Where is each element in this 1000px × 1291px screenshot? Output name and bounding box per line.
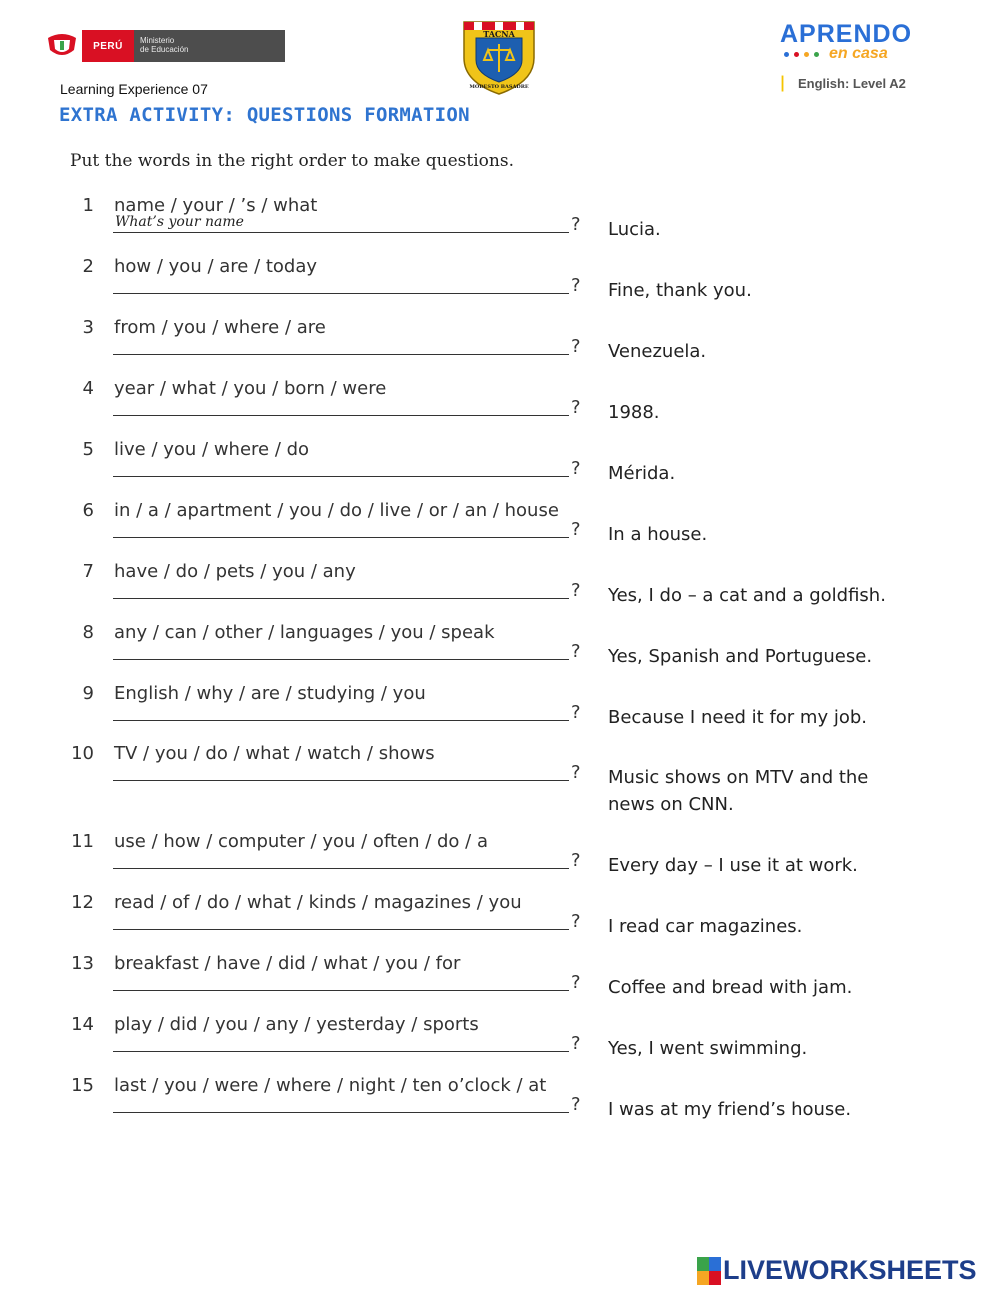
answer-line[interactable] — [113, 598, 569, 599]
activity-title: EXTRA ACTIVITY: QUESTIONS FORMATION — [59, 104, 470, 126]
school-shield-logo — [460, 16, 538, 96]
item-number: 11 — [71, 831, 94, 852]
answer-line[interactable] — [113, 1112, 569, 1113]
scrambled-words: year / what / you / born / were — [114, 378, 387, 399]
ministry-name — [134, 30, 285, 62]
question-mark: ? — [571, 214, 581, 235]
question-mark: ? — [571, 580, 581, 601]
aprendo-dot — [784, 52, 789, 57]
question-mark: ? — [571, 519, 581, 540]
question-mark: ? — [571, 850, 581, 871]
aprendo-dot — [804, 52, 809, 57]
item-number: 10 — [71, 743, 94, 764]
scrambled-words: live / you / where / do — [114, 439, 310, 460]
question-mark: ? — [571, 336, 581, 357]
ministry-name-line1: Ministerio — [140, 36, 175, 45]
response-text: Venezuela. — [608, 341, 707, 362]
response-text: Yes, I do – a cat and a goldfish. — [608, 585, 886, 606]
scrambled-words: in / a / apartment / you / do / live / or / an / house — [114, 500, 559, 521]
scrambled-words: play / did / you / any / yesterday / sports — [114, 1014, 479, 1035]
scrambled-words: last / you / were / where / night / ten o’clock / at — [114, 1075, 547, 1096]
instructions: Put the words in the right order to make questions. — [70, 151, 514, 171]
response-text: Lucia. — [608, 219, 661, 240]
scrambled-words: use / how / computer / you / often / do / a — [114, 831, 488, 852]
response-text: I read car magazines. — [608, 916, 803, 937]
school-name: MODESTO BASADRE — [469, 84, 529, 90]
answer-line[interactable] — [113, 415, 569, 416]
response-text: Yes, Spanish and Portuguese. — [608, 646, 873, 667]
answer-line[interactable] — [113, 354, 569, 355]
liveworksheets-text: LIVEWORKSHEETS — [723, 1255, 977, 1285]
item-number: 12 — [71, 892, 94, 913]
response-text: I was at my friend’s house. — [608, 1099, 852, 1120]
answer-line[interactable] — [113, 232, 569, 233]
question-mark: ? — [571, 641, 581, 662]
aprendo-dot — [814, 52, 819, 57]
badge-cell — [709, 1271, 721, 1285]
item-number: 6 — [82, 500, 94, 521]
scrambled-words: have / do / pets / you / any — [114, 561, 356, 582]
item-number: 4 — [82, 378, 94, 399]
ministry-logo — [42, 30, 285, 62]
scrambled-words: read / of / do / what / kinds / magazines / you — [114, 892, 522, 913]
response-text: Mérida. — [608, 463, 676, 484]
course-level — [782, 76, 906, 92]
question-mark: ? — [571, 458, 581, 479]
peru-coat-of-arms-icon — [42, 30, 82, 62]
example-answer: What’s your name — [115, 214, 244, 230]
ministry-name-line2: de Educación — [140, 45, 189, 54]
question-mark: ? — [571, 702, 581, 723]
scrambled-words: how / you / are / today — [114, 256, 318, 277]
item-number: 14 — [71, 1014, 94, 1035]
response-text: Fine, thank you. — [608, 280, 752, 301]
scrambled-words: breakfast / have / did / what / you / for — [114, 953, 461, 974]
aprendo-en-casa-logo — [780, 22, 955, 62]
item-number: 3 — [82, 317, 94, 338]
scrambled-words: English / why / are / studying / you — [114, 683, 426, 704]
ministry-country: PERÚ — [82, 30, 134, 62]
answer-line[interactable] — [113, 293, 569, 294]
aprendo-sub: en casa — [829, 45, 888, 62]
scrambled-words: TV / you / do / what / watch / shows — [114, 743, 435, 764]
scrambled-words: any / can / other / languages / you / speak — [114, 622, 495, 643]
answer-line[interactable] — [113, 659, 569, 660]
response-text: Because I need it for my job. — [608, 707, 867, 728]
response-text: 1988. — [608, 402, 660, 423]
item-number: 8 — [82, 622, 94, 643]
answer-line[interactable] — [113, 1051, 569, 1052]
badge-cell — [709, 1257, 721, 1271]
answer-line[interactable] — [113, 990, 569, 991]
response-text: Every day – I use it at work. — [608, 855, 858, 876]
aprendo-dot — [794, 52, 799, 57]
item-number: 2 — [82, 256, 94, 277]
level-text: English: Level A2 — [798, 76, 906, 91]
item-number: 15 — [71, 1075, 94, 1096]
aprendo-word: APRENDO — [780, 20, 913, 48]
item-number: 5 — [82, 439, 94, 460]
learning-experience: Learning Experience 07 — [60, 81, 208, 97]
answer-line[interactable] — [113, 537, 569, 538]
question-mark: ? — [571, 397, 581, 418]
response-text: Music shows on MTV and the news on CNN. — [608, 767, 869, 815]
response-text: Coffee and bread with jam. — [608, 977, 853, 998]
question-mark: ? — [571, 911, 581, 932]
question-mark: ? — [571, 972, 581, 993]
scrambled-words: from / you / where / are — [114, 317, 326, 338]
answer-line[interactable] — [113, 780, 569, 781]
scrambled-words: name / your / ’s / what — [114, 195, 318, 216]
answer-line[interactable] — [113, 476, 569, 477]
school-top-text: TACNA — [483, 29, 515, 39]
level-marker-icon: ▏ — [782, 76, 792, 91]
answer-line[interactable] — [113, 929, 569, 930]
aprendo-dots — [784, 52, 819, 57]
question-mark: ? — [571, 1094, 581, 1115]
liveworksheets-brand — [697, 1255, 977, 1286]
question-mark: ? — [571, 762, 581, 783]
item-number: 1 — [82, 195, 94, 216]
badge-cell — [697, 1257, 709, 1271]
answer-line[interactable] — [113, 720, 569, 721]
response-text: Yes, I went swimming. — [608, 1038, 808, 1059]
response-text: In a house. — [608, 524, 708, 545]
question-mark: ? — [571, 1033, 581, 1054]
liveworksheets-badge-icon — [697, 1257, 721, 1285]
item-number: 9 — [82, 683, 94, 704]
badge-cell — [697, 1271, 709, 1285]
item-number: 7 — [82, 561, 94, 582]
answer-line[interactable] — [113, 868, 569, 869]
item-number: 13 — [71, 953, 94, 974]
question-mark: ? — [571, 275, 581, 296]
